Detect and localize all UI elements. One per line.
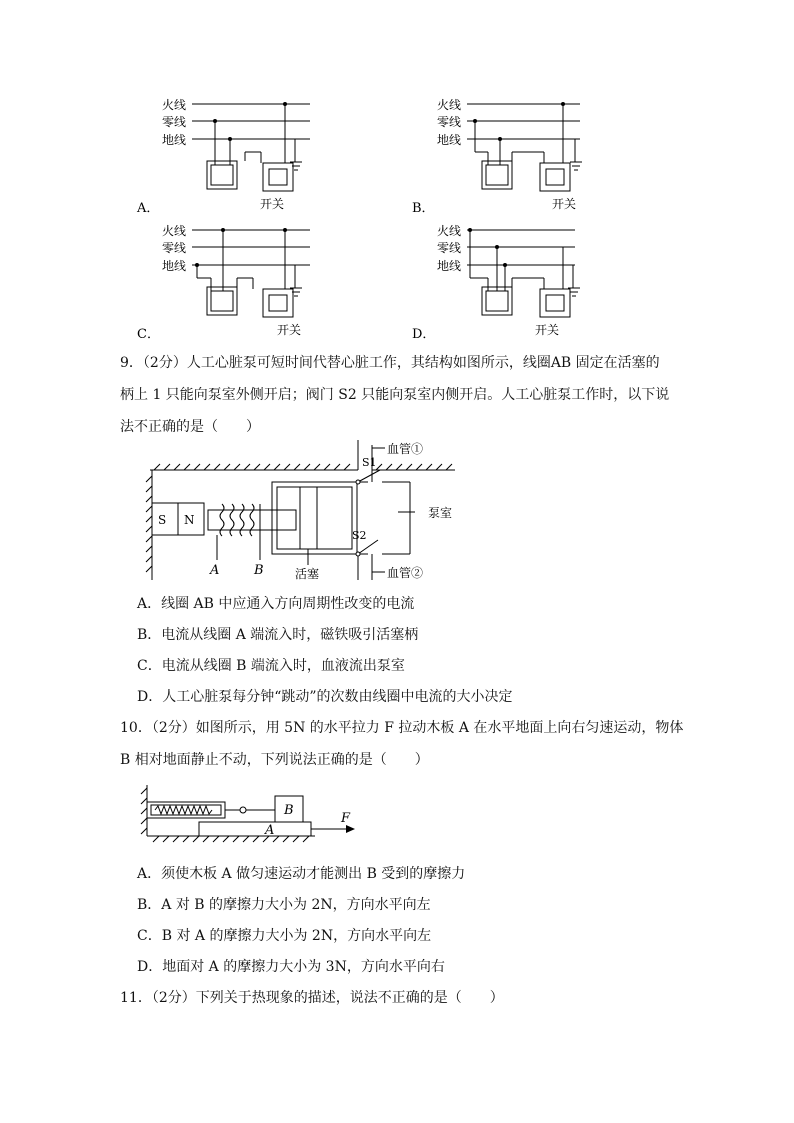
switch-label: 开关	[260, 197, 285, 211]
circuit-option-b	[410, 96, 600, 218]
magnet-n-label: N	[184, 513, 195, 527]
block-b-label: B	[284, 803, 294, 818]
option-b[interactable]: B．A 对 B 的摩擦力大小为 2N，方向水平向左	[137, 897, 431, 913]
circuit-option-c	[135, 222, 325, 344]
circuit-option-a	[135, 96, 325, 218]
circuit-diagram-d	[410, 222, 600, 344]
switch-label: 开关	[552, 197, 577, 211]
question-11	[120, 987, 680, 1011]
ground-wire-label: 地线	[162, 259, 187, 273]
ground-wire-label: 地线	[162, 133, 187, 147]
option-c[interactable]: C．B 对 A 的摩擦力大小为 2N，方向水平向左	[137, 928, 432, 944]
piston-label: 活塞	[295, 567, 320, 581]
neutral-wire-label: 零线	[162, 241, 187, 255]
coil-a-label: A	[210, 563, 220, 578]
force-f-label: F	[341, 811, 351, 826]
circuit-diagram-a	[135, 96, 325, 218]
neutral-wire-label: 零线	[162, 115, 187, 129]
live-wire-label: 火线	[162, 98, 187, 112]
live-wire-label: 火线	[437, 224, 462, 238]
option-letter: C．	[137, 327, 160, 342]
pump-chamber-label: 泵室	[428, 506, 453, 520]
valve-s1-label: S1	[362, 456, 377, 469]
friction-figure	[125, 780, 365, 845]
option-letter: A．	[137, 201, 160, 216]
question-stem-line: 9．（2分）人工心脏泵可短时间代替心脏工作，其结构如图所示，线圈AB 固定在活塞的	[120, 355, 660, 371]
coil-b-label: B	[254, 563, 264, 578]
question-stem-line: 法不正确的是（ ）	[120, 419, 260, 435]
question-stem-line: B 相对地面静止不动，下列说法正确的是（ ）	[120, 752, 429, 768]
live-wire-label: 火线	[162, 224, 187, 238]
option-a[interactable]: A．须使木板 A 做匀速运动才能测出 B 受到的摩擦力	[137, 866, 466, 882]
option-c[interactable]: C．电流从线圈 B 端流入时，血液流出泵室	[137, 658, 405, 674]
neutral-wire-label: 零线	[437, 241, 462, 255]
heart-pump-figure	[140, 440, 470, 585]
q10-options	[137, 863, 657, 983]
switch-label: 开关	[535, 323, 560, 337]
switch-label: 开关	[277, 323, 302, 337]
option-a[interactable]: A．线圈 AB 中应通入方向周期性改变的电流	[137, 596, 415, 612]
live-wire-label: 火线	[437, 98, 462, 112]
option-letter: B．	[412, 201, 435, 216]
question-10	[120, 717, 700, 777]
heart-pump-diagram	[140, 440, 470, 585]
vessel-2-label: 血管②	[387, 566, 424, 580]
q9-options	[137, 593, 657, 713]
neutral-wire-label: 零线	[437, 115, 462, 129]
vessel-1-label: 血管①	[387, 442, 424, 456]
circuit-diagram-c	[135, 222, 325, 344]
friction-diagram	[125, 780, 365, 845]
circuit-option-d	[410, 222, 600, 344]
board-a-label: A	[265, 823, 275, 838]
option-d[interactable]: D．地面对 A 的摩擦力大小为 3N，方向水平向右	[137, 959, 445, 975]
option-letter: D．	[412, 327, 436, 342]
valve-s2-label: S2	[352, 529, 367, 542]
question-stem-line: 11．（2分）下列关于热现象的描述，说法不正确的是（ ）	[120, 990, 504, 1006]
option-b[interactable]: B．电流从线圈 A 端流入时，磁铁吸引活塞柄	[137, 627, 419, 643]
question-stem-line: 柄上 1 只能向泵室外侧开启；阀门 S2 只能向泵室内侧开启。人工心脏泵工作时，以下说	[120, 387, 670, 403]
question-stem-line: 10．（2分）如图所示，用 5N 的水平拉力 F 拉动木板 A 在水平地面上向右匀速运动，物体	[120, 720, 684, 736]
magnet-s-label: S	[158, 513, 167, 527]
circuit-diagram-b	[410, 96, 600, 218]
ground-wire-label: 地线	[437, 259, 462, 273]
ground-wire-label: 地线	[437, 133, 462, 147]
option-d[interactable]: D．人工心脏泵每分钟“跳动”的次数由线圈中电流的大小决定	[137, 689, 513, 705]
